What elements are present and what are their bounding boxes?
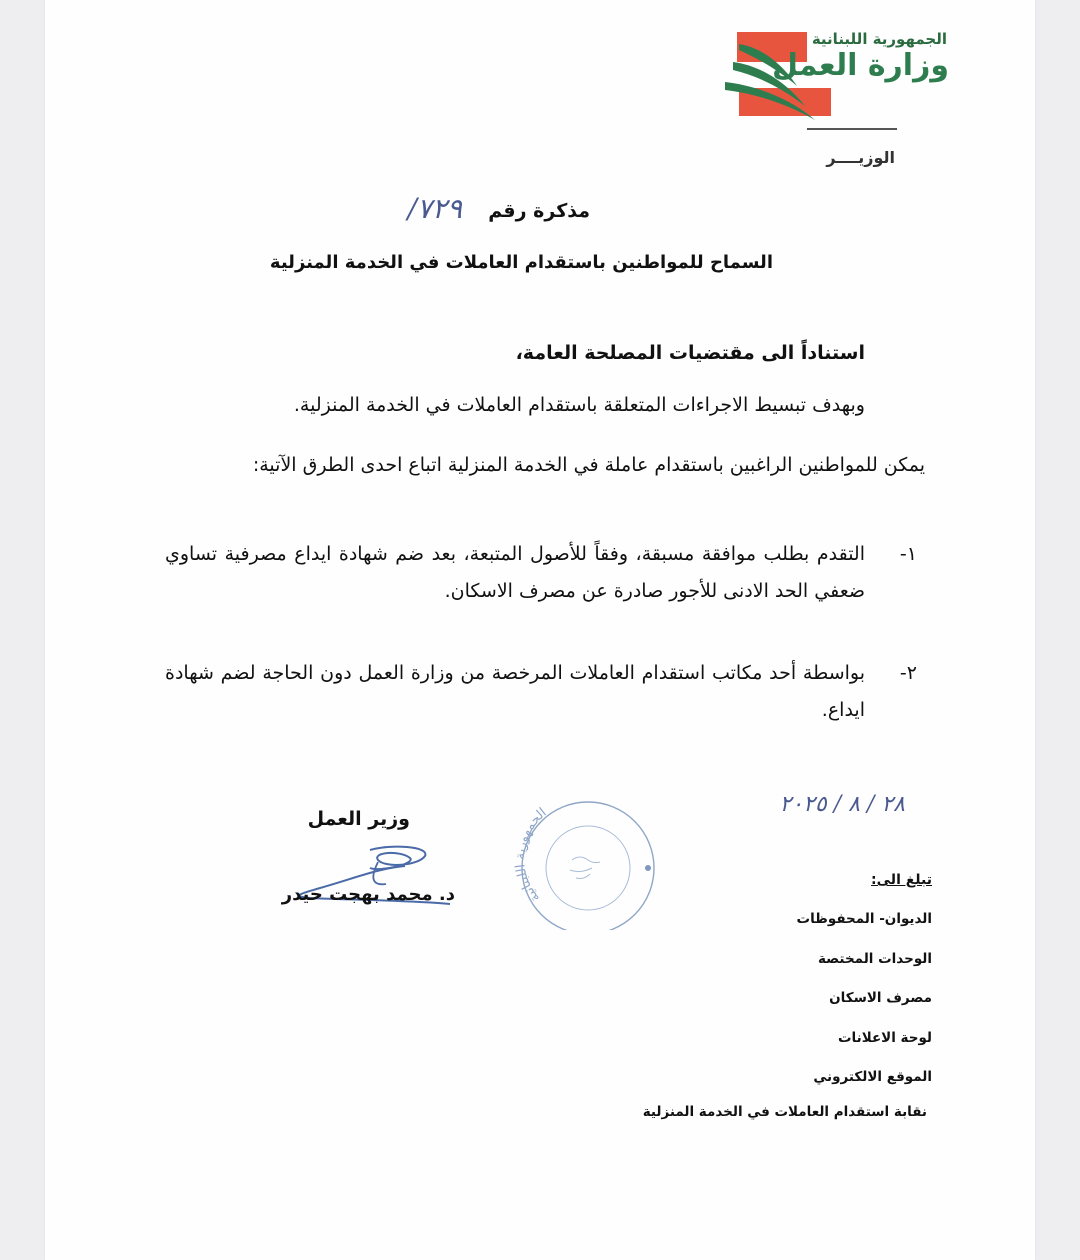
memo-title: السماح للمواطنين باستقدام العاملات في الخدمة المنزلية [269, 252, 773, 273]
ministry-logo [725, 28, 985, 123]
svg-text:الجمهورية اللبنانية [513, 805, 549, 905]
recipient-item: الموقع الالكتروني [813, 1069, 932, 1085]
ministry-name: وزارة العمل [772, 48, 949, 83]
minister-office-heading: الوزيــــر [826, 148, 895, 167]
options-intro-paragraph: يمكن للمواطنين الراغبين باستقدام عاملة في الخدمة المنزلية اتباع احدى الطرق الآتية: [252, 454, 925, 476]
distribution-list [643, 904, 932, 1122]
memo-label: مذكرة رقم [488, 200, 590, 222]
republic-name: الجمهورية اللبنانية [811, 30, 947, 48]
recipient-item: الديوان- المحفوظات [796, 911, 932, 927]
recipient-item: مصرف الاسكان [829, 990, 932, 1006]
official-stamp [510, 798, 660, 930]
method-text: بواسطة أحد مكاتب استقدام العاملات المرخصة من وزارة العمل دون الحاجة لضم شهادة ايداع. [165, 662, 865, 721]
recipient-item: لوحة الاعلانات [837, 1029, 932, 1046]
recipient-item: نقابة استقدام العاملات في الخدمة المنزلية [642, 1103, 927, 1120]
method-number: ١- [899, 543, 917, 565]
purpose-paragraph: وبهدف تبسيط الاجراءات المتعلقة باستقدام العاملات في الخدمة المنزلية. [293, 394, 865, 416]
signatory-name: د. محمد بهجت حيدر [281, 884, 455, 905]
method-number: ٢- [899, 662, 917, 684]
distribution-label: تبلغ الى: [871, 872, 932, 888]
stamp-text: الجمهورية اللبنانية [513, 805, 550, 906]
method-item [165, 655, 917, 729]
document-page [45, 0, 1035, 1260]
memo-number: ٧٢٩/ [407, 192, 462, 225]
handwritten-date: ٢٨ / ٨ / ٢٠٢٥ [779, 792, 905, 817]
recipient-item: الوحدات المختصة [817, 950, 932, 967]
method-text: التقدم بطلب موافقة مسبقة، وفقاً للأصول المتبعة، بعد ضم شهادة ايداع مصرفية تساوي ضعفي الحد الادنى للأجور صادرة عن مصرف الاسكان. [165, 543, 865, 602]
signatory-title: وزير العمل [307, 808, 410, 830]
preamble-paragraph: استناداً الى مقتضيات المصلحة العامة، [515, 342, 865, 364]
method-item [165, 536, 917, 610]
letterhead-divider [807, 128, 897, 130]
